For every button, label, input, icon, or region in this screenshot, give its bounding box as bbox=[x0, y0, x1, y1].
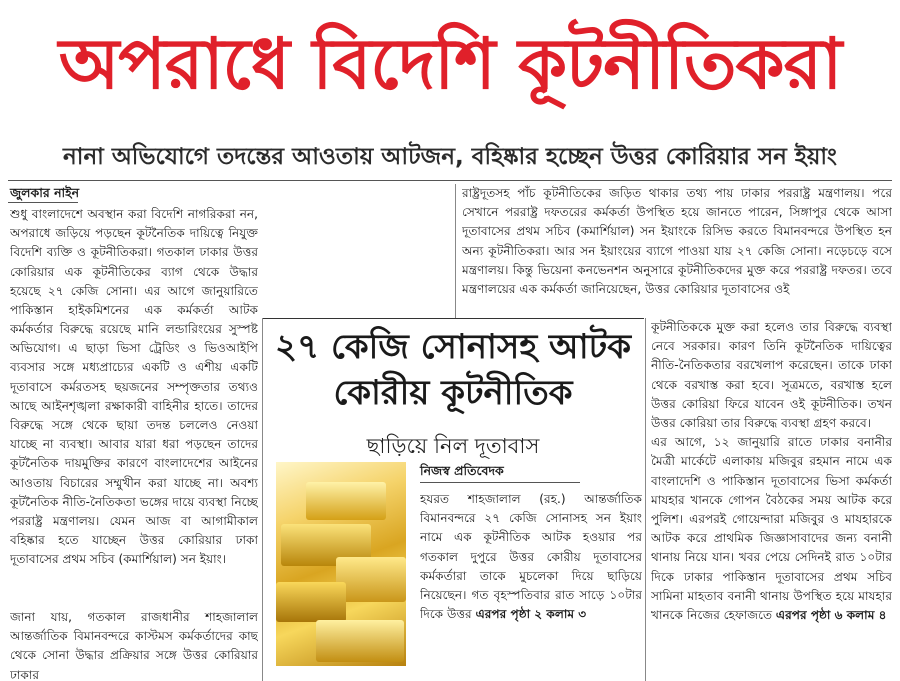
sidebar-story-body bbox=[420, 490, 642, 666]
reporter-underline bbox=[420, 482, 580, 483]
article-paragraph: শুধু বাংলাদেশে অবস্থান করা বিদেশি নাগরিকরা নন, অপরাধে জড়িয়ে পড়ছেন কূটনৈতিক দায়িত্বে নিযুক্ত বিদেশি ব্যক্তি ও কূটনীতিকরা। গতকাল ঢাকার উত্তর কোরিয়ার এক কূটনীতিকের ব্যাগ থেকে উদ্ধার হয়েছে ২৭ কেজি সোনা। এর আগে জানুয়ারিতে পাকিস্তান হাইকমিশনের এক কর্মকর্তা আটক bbox=[10, 207, 258, 318]
article-column-3 bbox=[651, 318, 892, 678]
article-column-1b bbox=[10, 320, 258, 608]
article-paragraph: এর আগে, ১২ জানুয়ারি রাতে ঢাকার বনানীর মৈত্রী মার্কেটে এলাকায় মজিবুর রহমান নামে এক বাংলাদেশি ও পাকিস্তান দূতাবাসের ভিসা কর্মকর্তা মাযহার খানকে গোপন বৈঠকের সময় আটক করে পুলিশ। এরপরই গোয়েন্দারা মজিবুর ও মাযহারকে আটক করে প্রাথমিক জিজ্ঞাসাবাদের জন্য বনানী থানায় নিয়ে যান। খবর পেয়ে সেদিনই রাত ১০টার দিকে ঢাকার পাকিস্তান দূতাবাসের প্রথম সচিব সামিনা মাহতাব বনানী থানায় উপস্থিত হয়ে মাযহার খানকে নিজের হেফাজতে এরপর পৃষ্ঠা ৬ কলাম ৪ bbox=[651, 435, 892, 623]
gold-bars-photo bbox=[276, 462, 406, 666]
sidebar-story-subtitle: ছাড়িয়ে নিল দূতাবাস bbox=[366, 434, 540, 458]
sidebar-title-line-1: ২৭ কেজি সোনাসহ আটক bbox=[274, 327, 631, 367]
divider bbox=[8, 180, 892, 181]
continued-label: এরপর পৃষ্ঠা ৬ কলাম ৪ bbox=[775, 608, 887, 623]
sidebar-paragraph: হযরত শাহজালাল (রহ.) আন্তর্জাতিক বিমানবন্দরে ২৭ কেজি সোনাসহ সন ইয়াং নামে এক কূটনীতিক আটক হওয়ার পর গতকাল দুপুরে উত্তর কোরীয় দূতাবাসের কর্মকর্তারা তাকে মুচলেকা দিয়ে ছাড়িয়ে নিয়েছেন। গত বৃহস্পতিবার রাত সাড়ে ১০টার দিকে উত্তর bbox=[420, 492, 642, 622]
article-paragraph: রাষ্ট্রদূতসহ পাঁচ কূটনীতিকের জড়িত থাকার তথ্য পায় ঢাকার পররাষ্ট্র মন্ত্রণালয়। পরে সেখানে পররাষ্ট্র দফতরের কর্মকর্তা উপস্থিত হয়ে জানতে পারেন, সিঙ্গাপুর থেকে আসা দূতাবাসের প্রথম সচিব (কমার্শিয়াল) সন ইয়াংকে রিসিভ করতে বিমানবন্দরে উপস্থিত হন অন্য কূটনীতিকরা। আর সন ইয়াংয়ের ব্যাগে পাওয়া যায় ২৭ কেজি সোনা। নড়েচড়ে বসে মন্ত্রণালয়। কিন্তু ভিয়েনা কনভেনশন অনুসারে কূটনীতিকদের মুক্ত করে পররাষ্ট্র দফতর। তবে মন্ত্রণালয়ের এক কর্মকর্তা জানিয়েছেন, উত্তর কোরিয়ার দূতাবাসের ওই bbox=[462, 186, 892, 297]
article-column-1c bbox=[10, 608, 258, 681]
article-paragraph: কূটনীতিককে মুক্ত করা হলেও তার বিরুদ্ধে ব্যবস্থা নেবে সরকার। কারণ তিনি কূটনৈতিক দায়িত্বের নীতি-নৈতিকতার বরখেলাপ করেছেন। তাকে ঢাকা থেকে বরখাস্ত করা হবে। সূত্রমতে, বরখাস্ত হলে উত্তর কোরিয়া ফিরে যাবেন ওই কূটনীতিক। তখন উত্তর কোরিয়া তার বিরুদ্ধে ব্যবস্থা গ্রহণ করবে। bbox=[651, 320, 892, 431]
byline-underline bbox=[8, 202, 78, 203]
article-paragraph: জানা যায়, গতকাল রাজধানীর শাহজালাল আন্তর্জাতিক বিমানবন্দরে কাস্টমস কর্মকর্তাদের কাছ থেকে সোনা উদ্ধার প্রক্রিয়ার সঙ্গে উত্তর কোরিয়ার ঢাকার bbox=[10, 610, 258, 681]
article-paragraph: কর্মকর্তার বিরুদ্ধে রয়েছে মানি লন্ডারিংয়ের সুস্পষ্ট অভিযোগ। এ ছাড়া ভিসা ট্রেডিং ও ভিওআইপি ব্যবসার সঙ্গে মধ্যপ্রাচ্যের একটি ও এশীয় একটি দূতাবাসে কর্মরতসহ ছয়জনের সম্পৃক্ততার তথ্যও আছে আইনশৃঙ্খলা রক্ষাকারী বাহিনীর হাতে। তাদের বিরুদ্ধে সঙ্গে থেকে ছায়া তদন্ত চললেও নেওয়া যাচ্ছে না ব্যবস্থা। আবার যারা ধরা পড়ছেন তাদের কূটনৈতিক দায়মুক্তির কারণে বাংলাদেশের আইনের আওতায় বিচারের সম্মুখীন করা যাচ্ছে না। অবশ্য কূটনৈতিক নীতি-নৈতিকতা ভঙ্গের দায়ে ব্যবস্থা নিচ্ছে পররাষ্ট্র মন্ত্রণালয়। যেমন আজ বা আগামীকাল বহিষ্কার হতে যাচ্ছেন উত্তর কোরিয়ার ঢাকা দূতাবাসের প্রথম সচিব (কমার্শিয়াল) সন ইয়াং। bbox=[10, 322, 258, 567]
sidebar-story-title bbox=[262, 324, 644, 416]
sidebar-title-line-2: কোরীয় কূটনীতিক bbox=[333, 373, 573, 413]
headline: অপরাধে বিদেশি কূটনীতিকরা bbox=[58, 23, 842, 105]
byline: জুলকার নাইন bbox=[10, 185, 80, 200]
column-divider bbox=[455, 184, 456, 318]
subheadline: নানা অভিযোগে তদন্তের আওতায় আটজন, বহিষ্কার হচ্ছেন উত্তর কোরিয়ার সন ইয়াং bbox=[63, 144, 837, 170]
article-column-1a bbox=[10, 205, 258, 320]
column-divider bbox=[645, 318, 646, 681]
sidebar-reporter: নিজস্ব প্রতিবেদক bbox=[420, 463, 504, 478]
article-column-2 bbox=[462, 184, 892, 318]
sidebar-story-top-rule bbox=[262, 318, 644, 319]
continued-label: এরপর পৃষ্ঠা ২ কলাম ৩ bbox=[475, 607, 587, 622]
